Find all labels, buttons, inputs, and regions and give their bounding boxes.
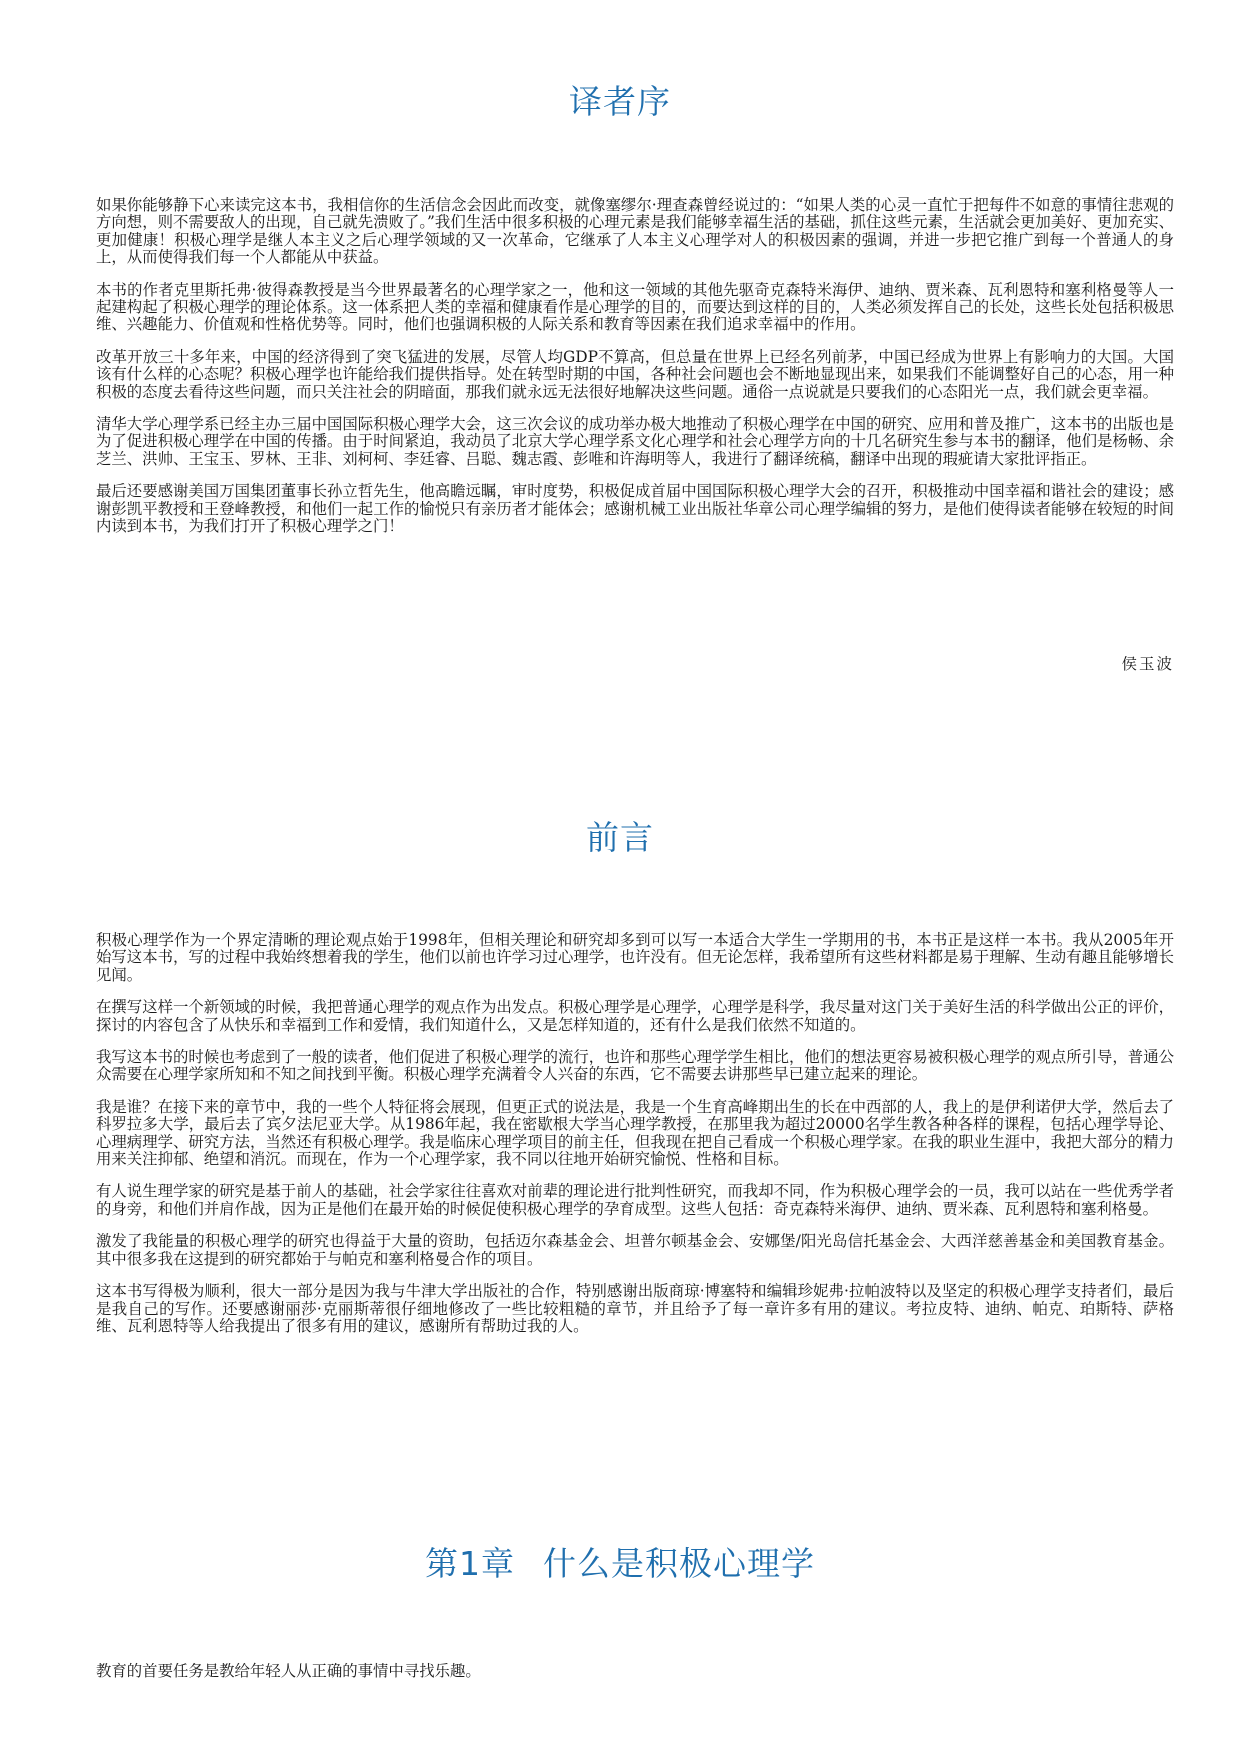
foreword-body (96, 932, 1174, 1350)
paragraph: 我是谁？在接下来的章节中，我的一些个人特征将会展现，但更正式的说法是，我是一个生育高峰期出生的长在中西部的人，我上的是伊利诺伊大学，然后去了科罗拉多大学，最后去了宾夕法尼亚大学。从1986年起，我在密歇根大学当心理学教授，在那里我为超过20000名学生教各种各样的课程，包括心理学导论、心理病理学、研究方法，当然还有积极心理学。我是临床心理学项目的前主任，但我现在把自己看成一个积极心理学家。在我的职业生涯中，我把大部分的精力用来关注抑郁、绝望和消沉。而现在，作为一个心理学家，我不同以往地开始研究愉悦、性格和目标。 (96, 1097, 1174, 1169)
paragraph: 在撰写这样一个新领域的时候，我把普通心理学的观点作为出发点。积极心理学是心理学，心理学是科学，我尽量对这门关于美好生活的科学做出公正的评价，探讨的内容包含了从快乐和幸福到工作和爱情，我们知道什么，又是怎样知道的，还有什么是我们依然不知道的。 (96, 998, 1174, 1034)
translator-preface-title: 译者序 (569, 82, 671, 121)
paragraph: 激发了我能量的积极心理学的研究也得益于大量的资助，包括迈尔森基金会、坦普尔顿基金会、安娜堡/阳光岛信托基金会、大西洋慈善基金和美国教育基金。其中很多我在这提到的研究都始于与帕克和塞利格曼合作的项目。 (96, 1232, 1174, 1268)
paragraph: 我写这本书的时候也考虑到了一般的读者，他们促进了积极心理学的流行，也许和那些心理学学生相比，他们的想法更容易被积极心理学的观点所引导，普通公众需要在心理学家所知和不知之间找到平衡。积极心理学充满着令人兴奋的东西，它不需要去讲那些早已建立起来的理论。 (96, 1048, 1174, 1084)
translator-preface-body (96, 197, 1174, 551)
paragraph: 本书的作者克里斯托弗·彼得森教授是当今世界最著名的心理学家之一，他和这一领域的其他先驱奇克森特米海伊、迪纳、贾米森、瓦利恩特和塞利格曼等人一起建构起了积极心理学的理论体系。这一体系把人类的幸福和健康看作是心理学的目的，而要达到这样的目的，人类必须发挥自己的长处，这些长处包括积极思维、兴趣能力、价值观和性格优势等。同时，他们也强调积极的人际关系和教育等因素在我们追求幸福中的作用。 (96, 280, 1174, 334)
paragraph: 最后还要感谢美国万国集团董事长孙立哲先生，他高瞻远瞩，审时度势，积极促成首届中国国际积极心理学大会的召开，积极推动中国幸福和谐社会的建设；感谢彭凯平教授和王登峰教授，和他们一起工作的愉悦只有亲历者才能体会；感谢机械工业出版社华章公司心理学编辑的努力，是他们使得读者能够在较短的时间内读到本书，为我们打开了积极心理学之门！ (96, 482, 1174, 536)
paragraph: 有人说生理学家的研究是基于前人的基础，社会学家往往喜欢对前辈的理论进行批判性研究，而我却不同，作为积极心理学会的一员，我可以站在一些优秀学者的身旁，和他们并肩作战，因为正是他们在最开始的时候促使积极心理学的孕育成型。这些人包括：奇克森特米海伊、迪纳、贾米森、瓦利恩特和塞利格曼。 (96, 1182, 1174, 1218)
foreword-title: 前言 (586, 818, 654, 857)
chapter-name: 什么是积极心理学 (543, 1544, 815, 1583)
chapter-title (0, 1538, 1240, 1585)
paragraph: 这本书写得极为顺利，很大一部分是因为我与牛津大学出版社的合作，特别感谢出版商琼·博塞特和编辑珍妮弗·拉帕波特以及坚定的积极心理学支持者们，最后是我自己的写作。还要感谢丽莎·克丽斯蒂很仔细地修改了一些比较粗糙的章节，并且给予了每一章许多有用的建议。考拉皮特、迪纳、帕克、珀斯特、萨格维、瓦利恩特等人给我提出了很多有用的建议，感谢所有帮助过我的人。 (96, 1282, 1174, 1335)
paragraph: 改革开放三十多年来，中国的经济得到了突飞猛进的发展，尽管人均GDP不算高，但总量在世界上已经名列前茅，中国已经成为世界上有影响力的大国。大国该有什么样的心态呢？积极心理学也许能给我们提供指导。处在转型时期的中国，各种社会问题也会不断地显现出来，如果我们不能调整好自己的心态，用一种积极的态度去看待这些问题，而只关注社会的阴暗面，那我们就永远无法很好地解决这些问题。通俗一点说就是只要我们的心态阳光一点，我们就会更幸福。 (96, 347, 1174, 401)
paragraph: 积极心理学作为一个界定清晰的理论观点始于1998年，但相关理论和研究却多到可以写一本适合大学生一学期用的书，本书正是这样一本书。我从2005年开始写这本书，写的过程中我始终想着我的学生，他们以前也许学习过心理学，也许没有。但无论怎样，我希望所有这些材料都是易于理解、生动有趣且能够增长见闻。 (96, 931, 1174, 984)
chapter-number: 第1章 (425, 1544, 515, 1583)
paragraph: 如果你能够静下心来读完这本书，我相信你的生活信念会因此而改变，就像塞缪尔·理查森曾经说过的：“如果人类的心灵一直忙于把每件不如意的事情往悲观的方向想，则不需要敌人的出现，自己就先溃败了。”我们生活中很多积极的心理元素是我们能够幸福生活的基础，抓住这些元素，生活就会更加美好、更加充实、更加健康！积极心理学是继人本主义之后心理学领域的又一次革命，它继承了人本主义心理学对人的积极因素的强调，并进一步把它推广到每一个普通人的身上，从而使得我们每一个人都能从中获益。 (96, 196, 1174, 267)
chapter-epigraph: 教育的首要任务是教给年轻人从正确的事情中寻找乐趣。 (96, 1662, 481, 1680)
paragraph: 清华大学心理学系已经主办三届中国国际积极心理学大会，这三次会议的成功举办极大地推动了积极心理学在中国的研究、应用和普及推广，这本书的出版也是为了促进积极心理学在中国的传播。由于时间紧迫，我动员了北京大学心理学系文化心理学和社会心理学方向的十几名研究生参与本书的翻译，他们是杨畅、余芝兰、洪帅、王宝玉、罗林、王非、刘柯柯、李廷睿、吕聪、魏志霞、彭唯和许海明等人，我进行了翻译统稿，翻译中出现的瑕疵请大家批评指正。 (96, 415, 1174, 468)
translator-signature: 侯玉波 (1121, 655, 1174, 673)
